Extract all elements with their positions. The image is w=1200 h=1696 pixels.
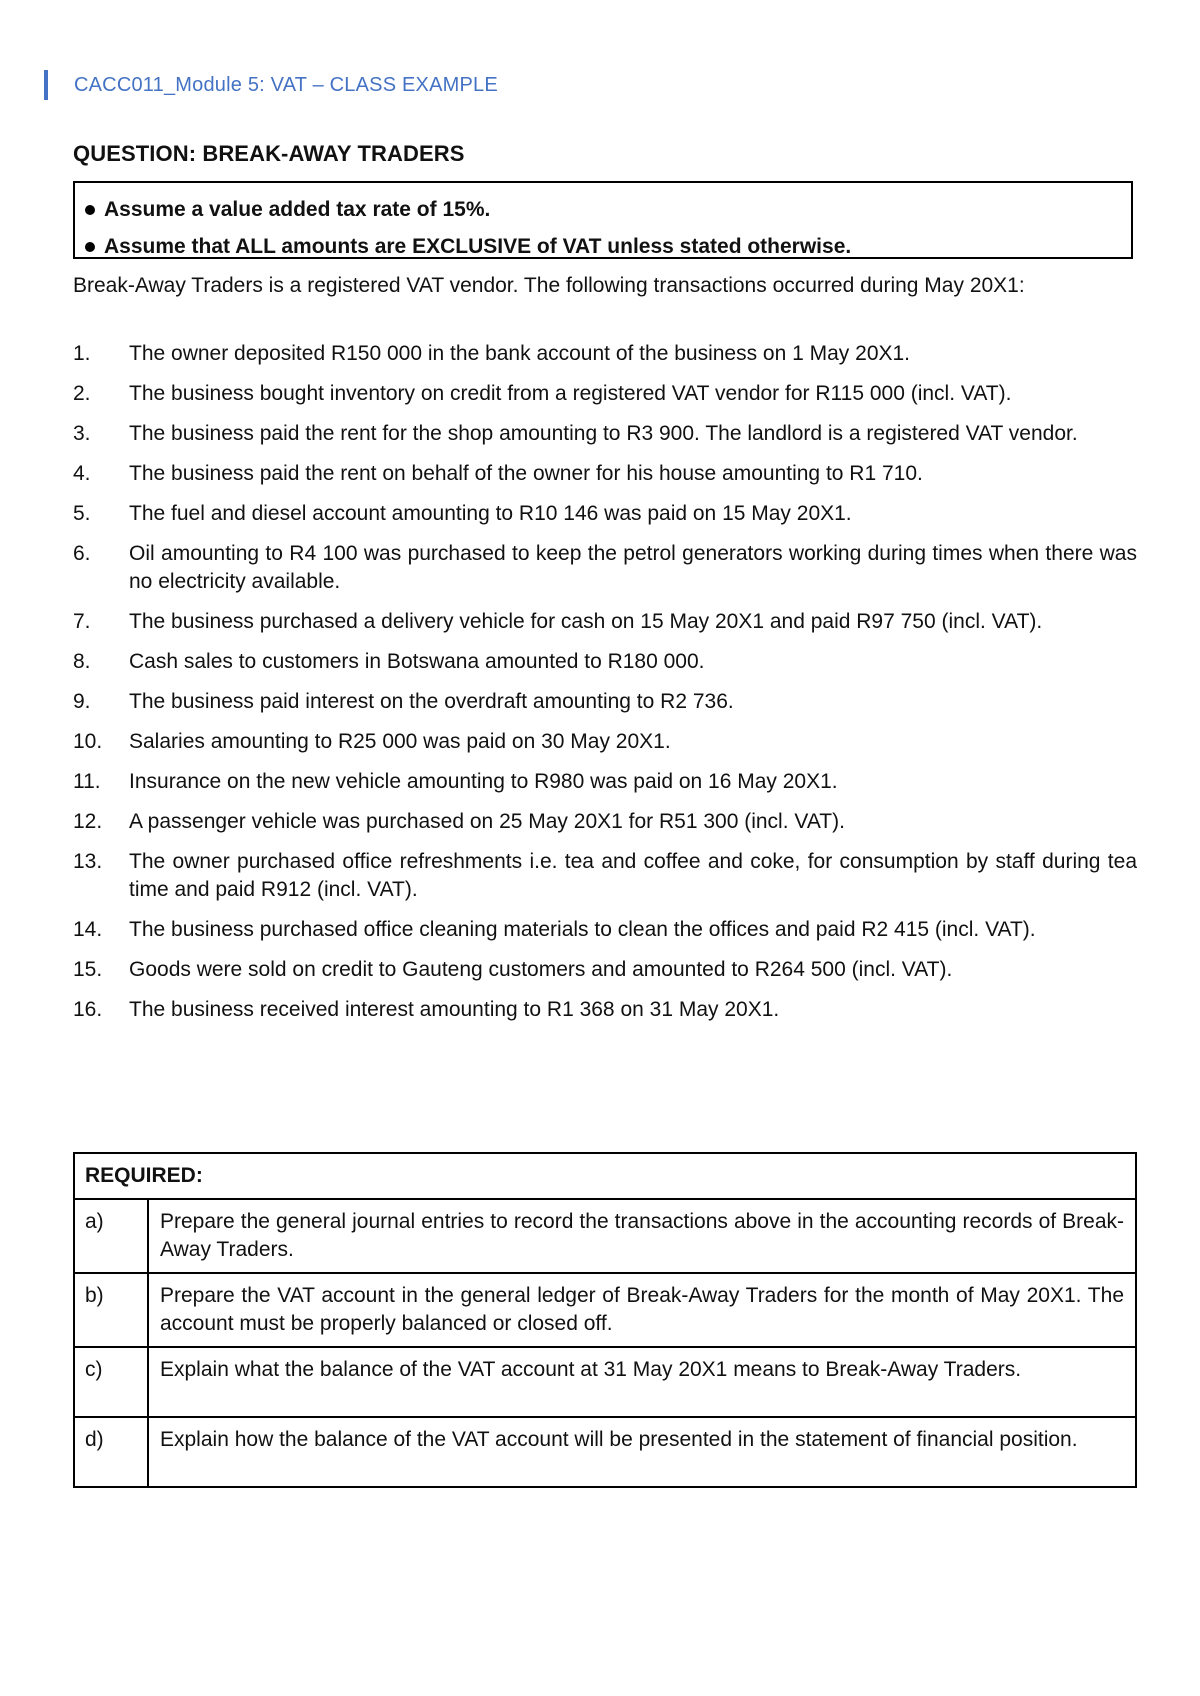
assumption-text: Assume that ALL amounts are EXCLUSIVE of VAT unless stated otherwise.	[104, 235, 852, 258]
transaction-item	[73, 380, 1137, 408]
transaction-item	[73, 608, 1137, 636]
transactions-list	[73, 340, 1137, 1036]
required-row	[74, 1347, 1136, 1417]
item-number: 3.	[73, 422, 91, 445]
transaction-item	[73, 540, 1137, 596]
item-number: 4.	[73, 462, 91, 485]
assumption-item	[85, 191, 1131, 228]
transaction-item	[73, 688, 1137, 716]
header-text: CACC011_Module 5: VAT – CLASS EXAMPLE	[74, 73, 498, 96]
item-number: 12.	[73, 810, 103, 833]
intro-paragraph: Break-Away Traders is a registered VAT vendor. The following transactions occurred during May 20X1:	[73, 274, 1025, 297]
required-header-row	[74, 1153, 1136, 1199]
transaction-item	[73, 340, 1137, 368]
item-number: 16.	[73, 998, 103, 1021]
transaction-item	[73, 916, 1137, 944]
item-number: 6.	[73, 542, 91, 565]
transaction-item	[73, 728, 1137, 756]
transaction-item	[73, 460, 1137, 488]
required-row	[74, 1417, 1136, 1487]
item-text: The business bought inventory on credit from a registered VAT vendor for R115 000 (incl. VAT).	[129, 382, 1012, 405]
item-text: The owner purchased office refreshments i.e. tea and coffee and coke, for consumption by staff during tea time and paid R912 (incl. VAT).	[129, 850, 1137, 901]
item-text: The owner deposited R150 000 in the bank account of the business on 1 May 20X1.	[129, 342, 911, 365]
item-text: The business purchased a delivery vehicle for cash on 15 May 20X1 and paid R97 750 (incl. VAT).	[129, 610, 1043, 633]
required-text: Prepare the general journal entries to record the transactions above in the accounting records of Break-Away Traders.	[148, 1199, 1136, 1273]
item-text: Cash sales to customers in Botswana amounted to R180 000.	[129, 650, 705, 673]
item-text: Oil amounting to R4 100 was purchased to keep the petrol generators working during times when there was no electricity available.	[129, 542, 1137, 593]
transaction-item	[73, 768, 1137, 796]
item-text: The business paid the rent for the shop amounting to R3 900. The landlord is a registered VAT vendor.	[129, 422, 1078, 445]
item-number: 14.	[73, 918, 103, 941]
assumption-text: Assume a value added tax rate of 15%.	[104, 198, 491, 221]
item-text: The fuel and diesel account amounting to R10 146 was paid on 15 May 20X1.	[129, 502, 852, 525]
transaction-item	[73, 848, 1137, 904]
question-title: QUESTION: BREAK-AWAY TRADERS	[73, 141, 465, 166]
required-label: c)	[74, 1347, 148, 1417]
item-number: 5.	[73, 502, 91, 525]
assumptions-box	[73, 181, 1133, 259]
transaction-item	[73, 420, 1137, 448]
item-number: 13.	[73, 850, 103, 873]
transaction-item	[73, 808, 1137, 836]
item-text: Salaries amounting to R25 000 was paid on 30 May 20X1.	[129, 730, 671, 753]
required-text: Prepare the VAT account in the general ledger of Break-Away Traders for the month of May 20X1. The account must be properly balanced or closed off.	[148, 1273, 1136, 1347]
required-row	[74, 1273, 1136, 1347]
item-number: 11.	[73, 770, 101, 793]
required-label: b)	[74, 1273, 148, 1347]
item-text: A passenger vehicle was purchased on 25 May 20X1 for R51 300 (incl. VAT).	[129, 810, 845, 833]
item-text: The business received interest amounting to R1 368 on 31 May 20X1.	[129, 998, 780, 1021]
bullet-icon	[85, 205, 95, 215]
required-row	[74, 1199, 1136, 1273]
transaction-item	[73, 956, 1137, 984]
item-number: 2.	[73, 382, 91, 405]
header-accent-bar	[44, 70, 48, 100]
item-number: 8.	[73, 650, 91, 673]
transaction-item	[73, 500, 1137, 528]
item-text: Goods were sold on credit to Gauteng customers and amounted to R264 500 (incl. VAT).	[129, 958, 953, 981]
required-text: Explain how the balance of the VAT account will be presented in the statement of financial position.	[148, 1417, 1136, 1487]
item-number: 7.	[73, 610, 91, 633]
page-header	[44, 70, 498, 100]
item-text: The business paid the rent on behalf of the owner for his house amounting to R1 710.	[129, 462, 923, 485]
assumption-item	[85, 228, 1131, 265]
item-text: The business paid interest on the overdraft amounting to R2 736.	[129, 690, 734, 713]
item-number: 10.	[73, 730, 103, 753]
required-table	[73, 1152, 1137, 1488]
item-number: 9.	[73, 690, 91, 713]
item-text: The business purchased office cleaning materials to clean the offices and paid R2 415 (incl. VAT).	[129, 918, 1036, 941]
required-label: a)	[74, 1199, 148, 1273]
item-text: Insurance on the new vehicle amounting to R980 was paid on 16 May 20X1.	[129, 770, 838, 793]
transaction-item	[73, 996, 1137, 1024]
item-number: 15.	[73, 958, 103, 981]
bullet-icon	[85, 242, 95, 252]
required-text: Explain what the balance of the VAT account at 31 May 20X1 means to Break-Away Traders.	[148, 1347, 1136, 1417]
required-heading: REQUIRED:	[74, 1153, 1136, 1199]
transaction-item	[73, 648, 1137, 676]
item-number: 1.	[73, 342, 91, 365]
required-label: d)	[74, 1417, 148, 1487]
